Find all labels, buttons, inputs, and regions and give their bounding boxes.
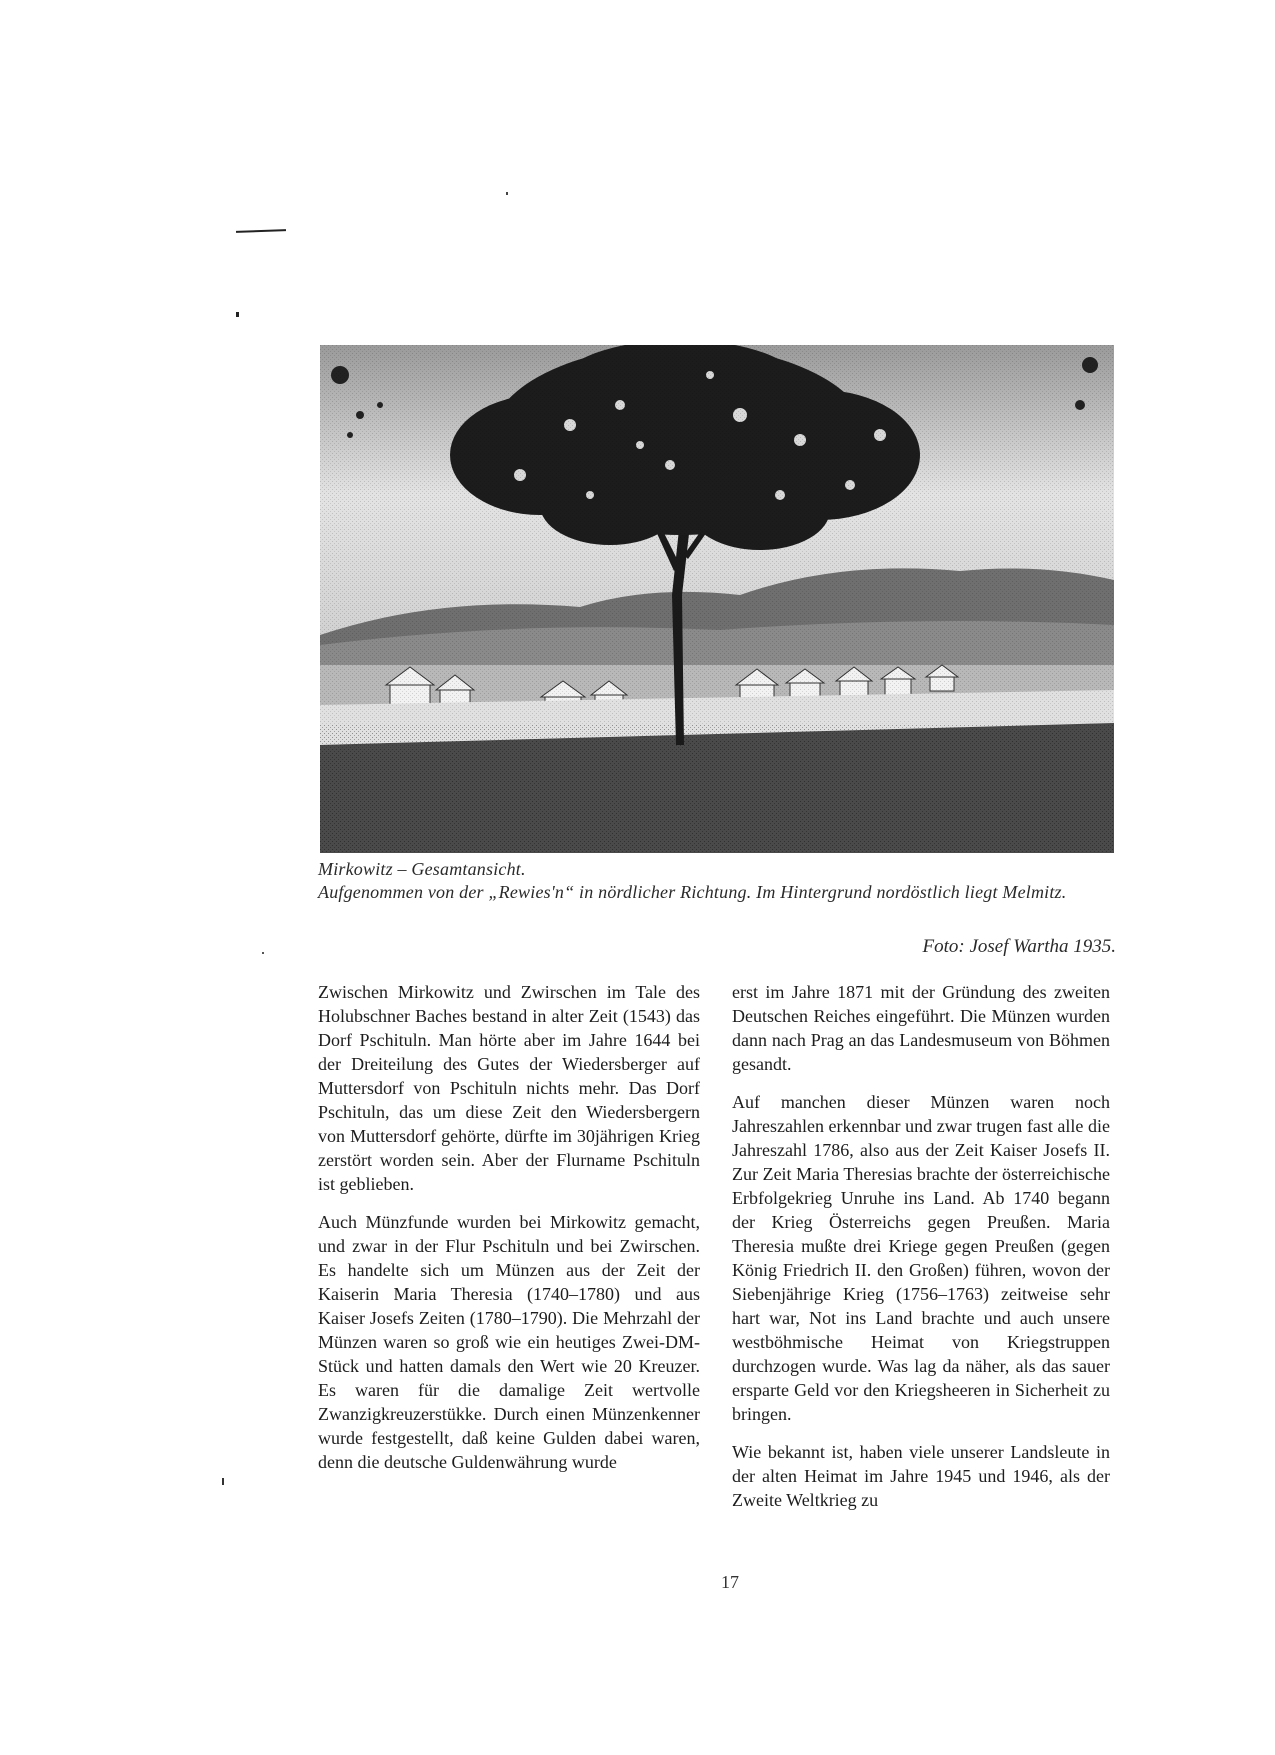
text-column-right	[732, 980, 1110, 1526]
photo-credit: Foto: Josef Wartha 1935.	[922, 936, 1116, 957]
scan-artifact-dot	[236, 312, 239, 317]
photo-caption	[318, 858, 1118, 904]
scan-artifact-dot	[262, 952, 264, 954]
scan-artifact-dash	[236, 229, 286, 233]
paragraph: Auf manchen dieser Münzen waren noch Jahreszahlen erkennbar und zwar trugen fast alle die Jahreszahl 1786, also aus der Zeit Kaiser Josefs II. Zur Zeit Maria Theresias brachte der österreichische Erbfolgekrieg Unruhe ins Land. Ab 1740 begann der Krieg Österreichs gegen Preußen. Maria Theresia mußte drei Kriege gegen Preußen (gegen König Friedrich II. den Großen) führen, wovon der Siebenjährige Krieg (1756–1763) zeitweise sehr hart war, Not ins Land brachte und auch unsere westböhmische Heimat von Kriegstruppen durchzogen wurde. Was lag da näher, als das sauer ersparte Geld vor den Kriegsheeren in Sicherheit zu bringen.	[732, 1092, 1110, 1424]
page-number: 17	[721, 1572, 739, 1592]
village-photograph	[320, 345, 1114, 853]
paragraph: Auch Münzfunde wurden bei Mirkowitz gemacht, und zwar in der Flur Pschituln und bei Zwirschen. Es handelte sich um Münzen aus der Zeit der Kaiserin Maria Theresia (1740–1780) und aus Kaiser Josefs Zeiten (1780–1790). Die Mehrzahl der Münzen waren so groß wie ein heutiges Zwei-DM-Stück und hatten damals den Wert wie 20 Kreuzer. Es waren für die damalige Zeit wertvolle Zwanzigkreuzerstükke. Durch einen Münzenkenner wurde festgestellt, daß keine Gulden dabei waren, denn die deutsche Guldenwährung wurde	[318, 1212, 700, 1472]
caption-description: Aufgenommen von der „Rewies'n“ in nördlicher Richtung. Im Hintergrund nordöstlich liegt Melmitz.	[318, 882, 1067, 902]
scan-artifact-dot	[222, 1478, 224, 1485]
caption-title: Mirkowitz – Gesamtansicht.	[318, 859, 526, 879]
paragraph: Zwischen Mirkowitz und Zwirschen im Tale des Holubschner Baches bestand in alter Zeit (1543) das Dorf Pschituln. Man hörte aber im Jahre 1644 bei der Dreiteilung des Gutes der Wiedersberger auf Muttersdorf von Pschituln nichts mehr. Das Dorf Pschituln, das um diese Zeit den Wiedersbergern von Muttersdorf gehörte, dürfte im 30jährigen Krieg zerstört worden sein. Aber der Flurname Pschituln ist geblieben.	[318, 982, 700, 1194]
paragraph: Wie bekannt ist, haben viele unserer Landsleute in der alten Heimat im Jahre 1945 und 1946, als der Zweite Weltkrieg zu	[732, 1442, 1110, 1510]
photo-illustration	[320, 345, 1114, 853]
text-column-left	[318, 980, 700, 1488]
paragraph: erst im Jahre 1871 mit der Gründung des zweiten Deutschen Reiches eingeführt. Die Münzen wurden dann nach Prag an das Landesmuseum von Böhmen gesandt.	[732, 982, 1110, 1074]
scan-artifact-dot	[506, 192, 508, 195]
